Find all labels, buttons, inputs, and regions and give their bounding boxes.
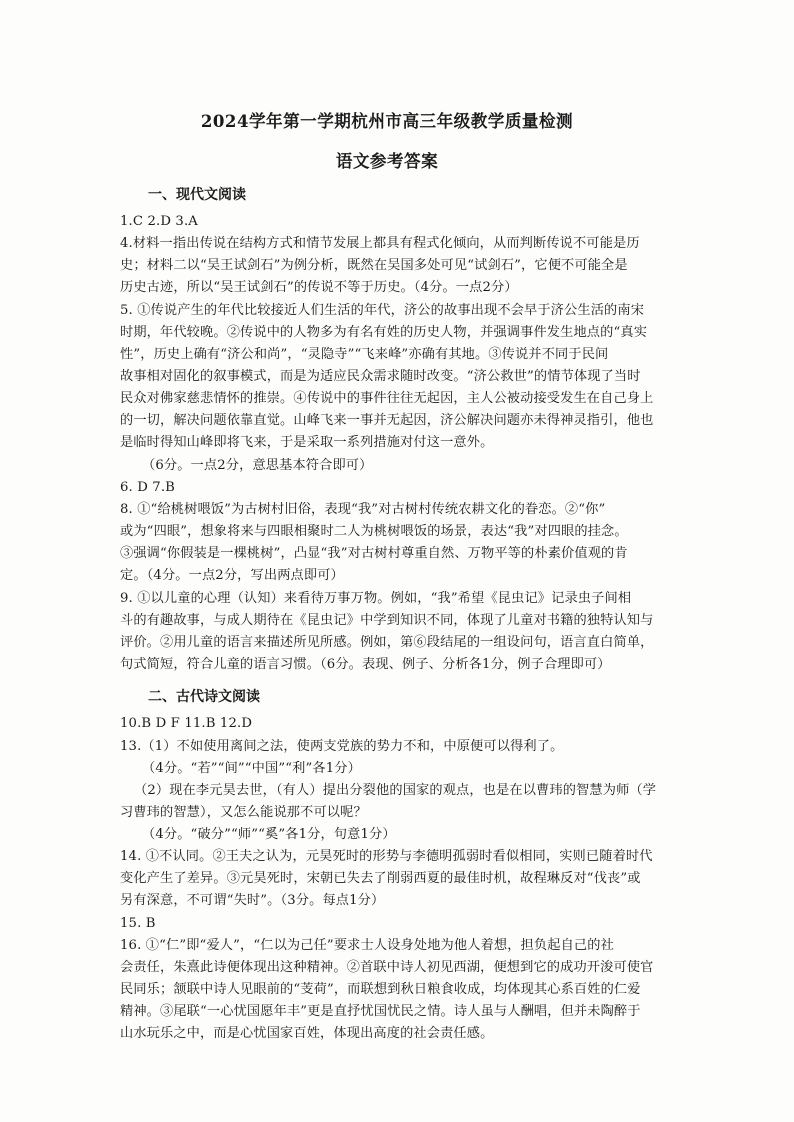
answer-line: 时期，年代较晚。②传说中的人物多为有名有姓的历史人物，并强调事件发生地点的“真实: [120, 325, 648, 340]
answer-line: 斗的有趣故事，与成人期待在《昆虫记》中学到知识不同，体现了儿童对书籍的独特认知与: [120, 613, 654, 628]
answer-line: 故事相对固化的叙事模式，而是为适应民众需求随时改变。“济公救世”的情节体现了当时: [120, 369, 641, 384]
answer-line: 习曹玮的智慧），又怎么能说那不可以呢？: [120, 805, 367, 820]
answer-line: 8. ①“给桃树喂饭”为古树村旧俗，表现“我”对古树村传统农耕文化的眷恋。②“你”: [120, 502, 606, 517]
answer-line: 5. ①传说产生的年代比较接近人们生活的年代，济公的故事出现不会早于济公生活的南宋: [120, 303, 645, 318]
document-title: 2024学年第一学期杭州市高三年级教学质量检测: [200, 112, 574, 132]
answer-line: 6. D 7.B: [120, 480, 176, 495]
answer-line: （4分。“若”“间”“中国”“利”各1分）: [142, 761, 361, 776]
answer-line: 变化产生了差异。③元昊死时，宋朝已失去了削弱西夏的最佳时机，故程琳反对“伐丧”或: [120, 871, 641, 886]
answer-line: 会责任，朱熹此诗便体现出这种精神。②首联中诗人初见西湖，便想到它的成功开浚可使官: [120, 960, 654, 975]
answer-line: 精神。③尾联“一心忧国愿年丰”更是直抒忧国忧民之情。诗人虽与人酬唱，但并未陶醉于: [120, 1004, 641, 1019]
answer-line: （6分。一点2分，意思基本符合即可）: [142, 458, 373, 473]
answer-line: 或为“四眼”，想象将来与四眼相聚时二人为桃树喂饭的场景，表达“我”对四眼的挂念。: [120, 524, 628, 539]
answer-line: 4.材料一指出传说在结构方式和情节发展上都具有程式化倾向，从而判断传说不可能是历: [120, 236, 640, 251]
answer-line: 13.（1）不如使用离间之法，使两支党族的势力不和，中原便可以得利了。: [120, 739, 564, 754]
document-subtitle: 语文参考答案: [335, 152, 439, 172]
answer-line: （4分。“破分”“师”“奚”各1分，句意1分）: [142, 827, 396, 842]
section-heading-classical-reading: 二、古代诗文阅读: [148, 689, 260, 705]
answer-line: 性”，历史上确有“济公和尚”，“灵隐寺”“飞来峰”亦确有其地。③传说并不同于民间: [120, 347, 609, 362]
answer-line: 是临时得知山峰即将飞来，于是采取一系列措施对付这一意外。: [120, 435, 494, 450]
answer-line: 另有深意，不可谓“失时”。（3分。每点1分）: [120, 893, 385, 908]
answer-line: 10.B D F 11.B 12.D: [120, 716, 253, 731]
answer-line: 山水玩乐之中，而是心忧国家百姓，体现出高度的社会责任感。: [120, 1026, 494, 1041]
answer-line: 16. ①“仁”即“爱人”，“仁以为己任”要求士人设身处地为他人着想，担负起自己的社: [120, 938, 614, 953]
answer-line: 句式简短，符合儿童的语言习惯。（6分。表现、例子、分析各1分，例子合理即可）: [120, 657, 611, 672]
answer-line: 的一切，解决问题依靠直觉。山峰飞来一事并无起因，济公解决问题亦未得神灵指引，他也: [120, 413, 654, 428]
section-heading-modern-reading: 一、现代文阅读: [148, 187, 246, 203]
answer-line: ③强调“你假装是一棵桃树”，凸显“我”对古树村尊重自然、万物平等的朴素价值观的肯: [120, 546, 628, 561]
answer-line: 评价。②用儿童的语言来描述所见所感。例如，第⑥段结尾的一组设问句，语言直白简单，: [120, 635, 654, 650]
answer-line: 民众对佛家慈悲情怀的推崇。④传说中的事件往往无起因，主人公被动接受发生在自己身上: [120, 391, 654, 406]
answer-line: 9. ①以儿童的心理（认知）来看待万事万物。例如，“我”希望《昆虫记》记录虫子间相: [120, 591, 632, 606]
answer-line: 民同乐；颔联中诗人见眼前的“芰荷”，而联想到秋日粮食收成，均体现其心系百姓的仁爱: [120, 982, 641, 997]
answer-line: （2）现在李元昊去世，（有人）提出分裂他的国家的观点，也是在以曹玮的智慧为师（学: [134, 783, 657, 798]
answer-line: 历史古迹，所以“吴王试剑石”的传说不等于历史。（4分。一点2分）: [120, 280, 518, 295]
answer-line: 1.C 2.D 3.A: [120, 214, 198, 229]
answer-line: 定。（4分。一点2分，写出两点即可）: [120, 568, 344, 583]
answer-line: 14. ①不认同。②王夫之认为，元昊死时的形势与李德明孤弱时看似相同，实则已随着时代: [120, 849, 653, 864]
answer-line: 15. B: [120, 916, 156, 931]
answer-line: 史；材料二以“吴王试剑石”为例分析，既然在吴国多处可见“试剑石”，它便不可能全是: [120, 258, 628, 273]
